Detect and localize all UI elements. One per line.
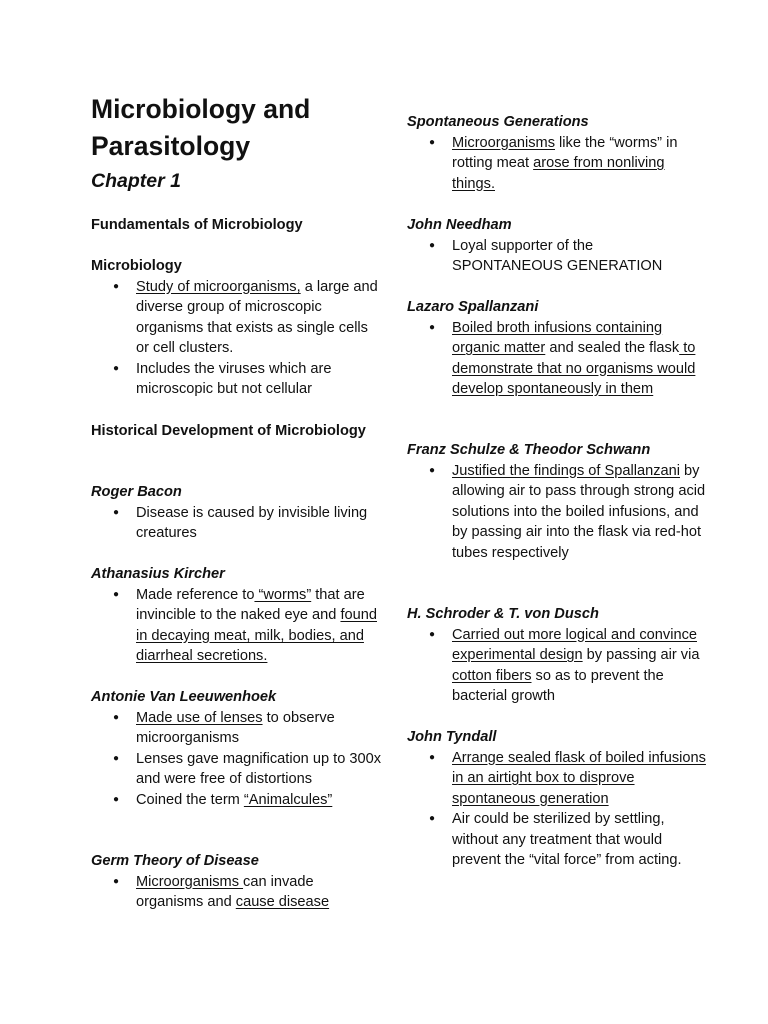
page-title: Microbiology and Parasitology — [91, 94, 311, 161]
list-item: ● Made reference to “worms” that are invincible to the naked eye and found in decaying meat, milk, bodies, and diarrheal secretions. — [91, 585, 381, 667]
list-item: ● Loyal supporter of the SPONTANEOUS GENERATION — [407, 236, 707, 277]
microbiology-section — [91, 256, 381, 400]
list-item: ● Microorganisms like the “worms” in rotting meat arose from nonliving things. — [407, 133, 707, 195]
person-name: Antonie Van Leeuwenhoek — [91, 689, 277, 705]
leeuwenhoek-section — [91, 687, 381, 810]
list-item: ● Disease is caused by invisible living creatures — [91, 503, 381, 544]
schroder-dusch-section — [407, 604, 707, 707]
list-item: ● Lenses gave magnification up to 300x and were free of distortions — [91, 749, 381, 790]
list-item: ● Arrange sealed flask of boiled infusions in an airtight box to disprove spontaneous generation — [407, 748, 707, 810]
spallanzani-section — [407, 297, 707, 400]
spontaneous-section — [407, 112, 707, 194]
germ-theory-section — [91, 851, 381, 913]
historical-heading: Historical Development of Microbiology — [91, 423, 366, 439]
list-item: ● Air could be sterilized by settling, without any treatment that would prevent the “vital force” from acting. — [407, 809, 707, 871]
chapter-label: Chapter 1 — [91, 170, 181, 192]
person-name: Roger Bacon — [91, 484, 182, 500]
list-item: ● Study of microorganisms, a large and diverse group of microscopic organisms that exists as single cells or cell clusters. — [91, 277, 381, 359]
person-name: Germ Theory of Disease — [91, 853, 259, 869]
person-name: John Tyndall — [407, 729, 497, 745]
list-item: ● Carried out more logical and convince experimental design by passing air via cotton fibers so as to prevent the bacterial growth — [407, 625, 707, 707]
microbiology-heading: Microbiology — [91, 258, 182, 274]
list-item: ● Includes the viruses which are microscopic but not cellular — [91, 359, 381, 400]
person-name: Athanasius Kircher — [91, 566, 225, 582]
list-item: ● Microorganisms can invade organisms and cause disease — [91, 872, 381, 913]
bacon-section — [91, 482, 381, 544]
tyndall-section — [407, 727, 707, 871]
person-name: Franz Schulze & Theodor Schwann — [407, 442, 651, 458]
kircher-section — [91, 564, 381, 667]
list-item: ● Justified the findings of Spallanzani by allowing air to pass through strong acid solutions into the boiled infusions, and by passing air into the flask via red-hot tubes respectively — [407, 461, 707, 564]
needham-section — [407, 215, 707, 277]
person-name: Lazaro Spallanzani — [407, 299, 539, 315]
person-name: John Needham — [407, 217, 512, 233]
schulze-schwann-section — [407, 440, 707, 563]
list-item: ● Boiled broth infusions containing organic matter and sealed the flask to demonstrate that no organisms would develop spontaneously in them — [407, 318, 707, 400]
person-name: Spontaneous Generations — [407, 114, 589, 130]
person-name: H. Schroder & T. von Dusch — [407, 606, 599, 622]
list-item: ● Made use of lenses to observe microorganisms — [91, 708, 381, 749]
list-item: ● Coined the term “Animalcules” — [91, 790, 381, 811]
fundamentals-heading: Fundamentals of Microbiology — [91, 217, 303, 233]
